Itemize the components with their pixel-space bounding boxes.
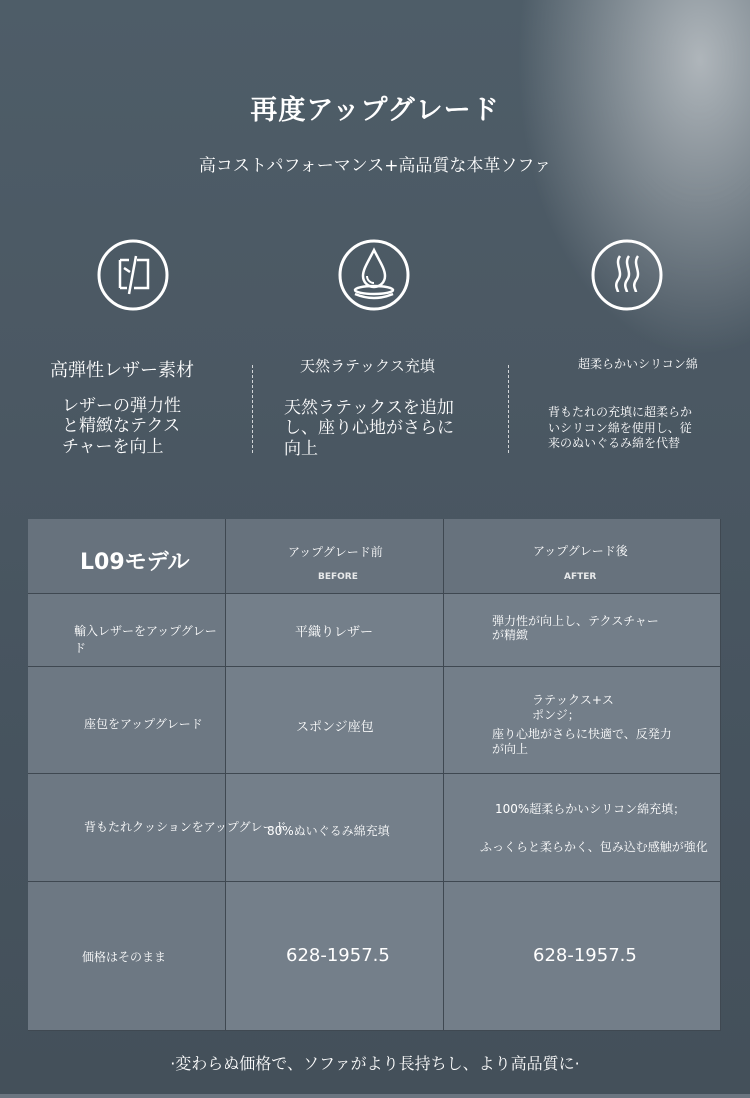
page-title: 再度アップグレード — [250, 95, 500, 126]
table-cell-after — [444, 594, 721, 667]
feature-title-leather: 高弾性レザー素材 — [50, 360, 194, 381]
soft-wave-icon — [590, 238, 664, 312]
table-header-before — [226, 519, 444, 594]
before-price: 628-1957.5 — [286, 945, 390, 966]
after-value-secondary: 座り心地がさらに快適で、反発力 が向上 — [492, 727, 672, 756]
footer-slogan: ·変わらぬ価格で、ソファがより長持ちし、より高品質に· — [170, 1054, 580, 1073]
before-sub: BEFORE — [318, 572, 358, 582]
after-value-primary: 100%超柔らかいシリコン綿充填； — [495, 802, 686, 816]
table-cell-after — [444, 882, 721, 1031]
before-value: 平織りレザー — [295, 625, 374, 640]
table-cell-before — [226, 594, 444, 667]
table-cell-before — [226, 667, 444, 774]
table-cell-before — [226, 882, 444, 1031]
latex-drop-icon — [337, 238, 411, 312]
after-price: 628-1957.5 — [533, 945, 637, 966]
feature-desc-silicone: 背もたれの充填に超柔らか いシリコン綿を使用し、従 来のぬいぐるみ綿を代替 — [548, 405, 693, 451]
feature-desc-latex: 天然ラテックスを追加 し、座り心地がさらに 向上 — [284, 398, 454, 459]
table-header-model — [28, 519, 226, 594]
row-label: 背もたれクッションをアップグレード — [84, 820, 287, 834]
row-label: 輸入レザーをアップグレード — [74, 624, 217, 655]
table-header-after — [444, 519, 721, 594]
table-row-label — [28, 774, 287, 882]
elastic-leather-icon — [96, 238, 170, 312]
after-label: アップグレード後 — [533, 544, 628, 558]
after-value-secondary: ふっくらと柔らかく、包み込む感触が強化 — [480, 840, 708, 854]
feature-divider — [252, 365, 253, 453]
table-row-label — [28, 882, 226, 1031]
table-row-label — [28, 594, 226, 667]
table-cell-after — [444, 667, 721, 774]
after-sub: AFTER — [564, 572, 597, 582]
row-label: 座包をアップグレード — [84, 717, 203, 731]
feature-title-silicone: 超柔らかいシリコン綿 — [578, 357, 698, 371]
comparison-table — [28, 519, 721, 1031]
page-subtitle: 高コストパフォーマンス+高品質な本革ソファ — [198, 156, 552, 176]
feature-divider — [508, 365, 509, 453]
before-value: 80%ぬいぐるみ綿充填 — [267, 824, 390, 838]
row-label: 価格はそのまま — [82, 950, 167, 964]
feature-title-latex: 天然ラテックス充填 — [300, 357, 435, 375]
table-cell-after — [444, 774, 721, 882]
model-name: L09モデル — [80, 550, 190, 575]
feature-desc-leather: レザーの弾力性 と精緻なテクス チャーを向上 — [62, 396, 181, 457]
before-value: スポンジ座包 — [296, 720, 374, 735]
after-value: 弾力性が向上し、テクスチャー が精緻 — [492, 614, 659, 643]
after-value-primary: ラテックス+ス ポンジ； — [532, 693, 614, 722]
before-label: アップグレード前 — [288, 545, 383, 559]
table-row-label — [28, 667, 226, 774]
bottom-divider — [0, 1094, 750, 1098]
